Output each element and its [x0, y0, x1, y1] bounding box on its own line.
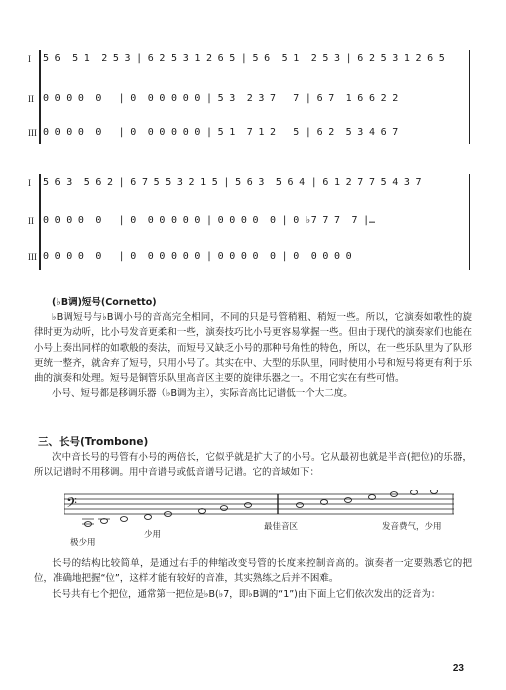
cornetto-body: [34, 310, 472, 402]
svg-text:𝄢: 𝄢: [66, 495, 77, 515]
paragraph: 次中音长号的号管有小号的两倍长，它似乎就是扩大了的小号。它从最初也就是半音(把位)的乐器，所以记谱时不用移调。用中音谱号或低音谱号记谱。它的音域如下：: [34, 452, 472, 479]
score-row-2: [30, 212, 470, 234]
range-label-best: 最佳音区: [264, 522, 299, 532]
cornetto-heading: (♭B调)短号(Cornetto): [52, 297, 157, 308]
numbered-notation: 5 6 5 1 2 5 3 | 6 2 5 3 1 2 6 5 | 5 6 5 1 2 5 3 | 6 2 5 3 1 2 6 5: [43, 53, 445, 64]
part-label: II: [28, 216, 34, 226]
part-label: I: [28, 54, 31, 64]
numbered-notation: 0 0 0 0 0 | 0 0 0 0 0 0 | 5 3 2 3 7 7 | 6 7 1 6 6 2 2: [43, 93, 399, 104]
numbered-notation: 0 0 0 0 0 | 0 0 0 0 0 0 | 0 0 0 0 0 | 0 ♭7 7 7 7 |…: [43, 215, 375, 226]
score-row-1: [30, 50, 470, 72]
score-row-2: [30, 90, 470, 112]
range-label-less: 少用: [144, 530, 162, 540]
paragraph: 长号的结构比较简单，是通过右手的伸缩改变号管的长度来控制音高的。演奏者一定要熟悉它的把位，准确地把握“位”，这样才能有较好的音准，其实熟练之后并不困难。: [34, 558, 472, 585]
score-row-1: [30, 174, 470, 196]
trombone-heading: 三、长号(Trombone): [38, 436, 149, 448]
score-system-2: [30, 162, 470, 272]
barline: [469, 174, 470, 270]
part-label: III: [28, 252, 37, 262]
part-label: I: [28, 178, 31, 188]
trombone-range-staff: [64, 490, 454, 550]
trombone-body: [34, 556, 472, 602]
numbered-notation: 5 6 3 5 6 2 | 6 7 5 5 3 2 1 5 | 5 6 3 5 6 4 | 6 1 2 7 7 5 4 3 7: [43, 177, 422, 188]
part-label: III: [28, 128, 37, 138]
barline: [469, 50, 470, 144]
page-number: 23: [452, 663, 464, 674]
score-row-3: [30, 124, 470, 146]
paragraph: 长号共有七个把位，通常第一把位是♭B(♭7，即♭B调的“1”)由下面上它们依次发出的泛音为：: [52, 588, 441, 600]
range-label-hard: 发音费气，少用: [382, 522, 442, 532]
numbered-notation: 0 0 0 0 0 | 0 0 0 0 0 0 | 5 1 7 1 2 5 | 6 2 5 3 4 6 7: [43, 127, 399, 138]
range-label-rare: 极少用: [70, 538, 96, 548]
part-label: II: [28, 94, 34, 104]
paragraph: ♭B调短号与♭B调小号的音高完全相同，不同的只是号管稍粗、稍短一些。所以，它演奏如歌性的旋律时更为动听，比小号发音更柔和一些，演奏技巧比小号更容易掌握一些。但由于现代的演奏家们也能在小号上奏出同样的如歌般的奏法，而短号又缺乏小号的那种号角性的特色，所以，在一些乐队里为了队形更统一整齐，就舍弃了短号，只用小号了。其实在中、大型的乐队里，同时使用小号和短号将更有利于乐曲的演奏和处理。短号是铜管乐队里高音区主要的旋律乐器之一。不用它实在有些可惜。: [34, 312, 472, 385]
score-system-1: [30, 38, 470, 146]
score-row-3: [30, 248, 470, 270]
numbered-notation: 0 0 0 0 0 | 0 0 0 0 0 0 | 0 0 0 0 0 | 0 0 0 0 0: [43, 251, 352, 262]
trombone-intro: [34, 450, 472, 481]
paragraph: 小号、短号都是移调乐器（♭B调为主），实际音高比记谱低一个大二度。: [52, 388, 353, 400]
